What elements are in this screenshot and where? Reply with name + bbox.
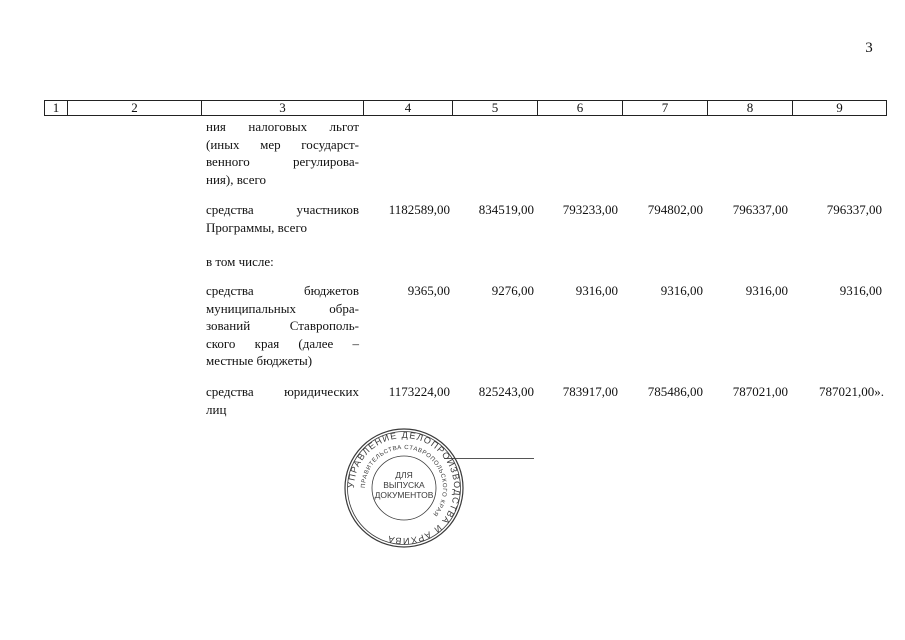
description-line: зований Ставрополь-: [206, 318, 359, 333]
row-description-tax-benefits: [206, 118, 359, 188]
stamp-center-line-2: ВЫПУСКА: [383, 480, 425, 490]
column-header-3: 3: [202, 101, 364, 116]
description-line: лиц: [206, 401, 227, 417]
value-col4: 1173224,00: [388, 384, 450, 399]
description-line: средства бюджетов: [206, 283, 359, 298]
value-col7: 794802,00: [647, 202, 703, 217]
value-col6: 793233,00: [562, 202, 618, 217]
column-header-4: 4: [364, 101, 453, 116]
value-col7: 9316,00: [660, 283, 703, 298]
description-line: средства участников: [206, 202, 359, 217]
column-header-6: 6: [538, 101, 623, 116]
page-number: 3: [865, 40, 873, 56]
stamp-center-line-3: ДОКУМЕНТОВ: [374, 490, 434, 500]
value-col7: 785486,00: [647, 384, 703, 399]
value-col5: 9276,00: [491, 283, 534, 298]
value-col6: 9316,00: [575, 283, 618, 298]
column-header-9: 9: [793, 101, 887, 116]
description-line: венного регулирова-: [206, 154, 359, 169]
stamp-inner-text: ПРАВИТЕЛЬСТВА СТАВРОПОЛЬСКОГО КРАЯ: [360, 444, 448, 518]
column-number-header: [44, 100, 887, 116]
value-col9: 9316,00: [839, 283, 882, 298]
value-col9: 796337,00: [826, 202, 882, 217]
value-col9: 787021,00».: [819, 384, 884, 399]
value-col6: 783917,00: [562, 384, 618, 399]
value-col8: 796337,00: [732, 202, 788, 217]
description-line: ского края (далее –: [206, 335, 359, 351]
description-line: средства юридических: [206, 384, 359, 399]
description-line: ния налоговых льгот: [206, 119, 359, 134]
value-col4: 1182589,00: [388, 202, 450, 217]
column-header-8: 8: [708, 101, 793, 116]
column-header-5: 5: [453, 101, 538, 116]
value-col8: 9316,00: [745, 283, 788, 298]
description-line: муниципальных обра-: [206, 300, 359, 316]
value-col8: 787021,00: [732, 384, 788, 399]
stamp-seal-graphic: [343, 426, 465, 550]
description-line: Программы, всего: [206, 219, 307, 235]
column-header-2: 2: [68, 101, 202, 116]
row-description-participants: [206, 201, 359, 236]
description-line: ния), всего: [206, 171, 266, 187]
value-col5: 825243,00: [478, 384, 534, 399]
row-description-local-budgets: [206, 282, 359, 370]
row-description-including: [206, 253, 359, 271]
value-col5: 834519,00: [478, 202, 534, 217]
official-stamp: [343, 426, 465, 550]
stamp-center-line-1: ДЛЯ: [395, 470, 413, 480]
description-line: (иных мер государст-: [206, 136, 359, 152]
value-col4: 9365,00: [407, 283, 450, 298]
column-header-7: 7: [623, 101, 708, 116]
description-line: в том числе:: [206, 254, 274, 269]
column-header-1: 1: [45, 101, 68, 116]
stamp-outer-text: УПРАВЛЕНИЕ ДЕЛОПРОИЗВОДСТВА И АРХИВА: [345, 429, 463, 547]
description-line: местные бюджеты): [206, 353, 313, 368]
row-description-legal-entities: [206, 383, 359, 418]
